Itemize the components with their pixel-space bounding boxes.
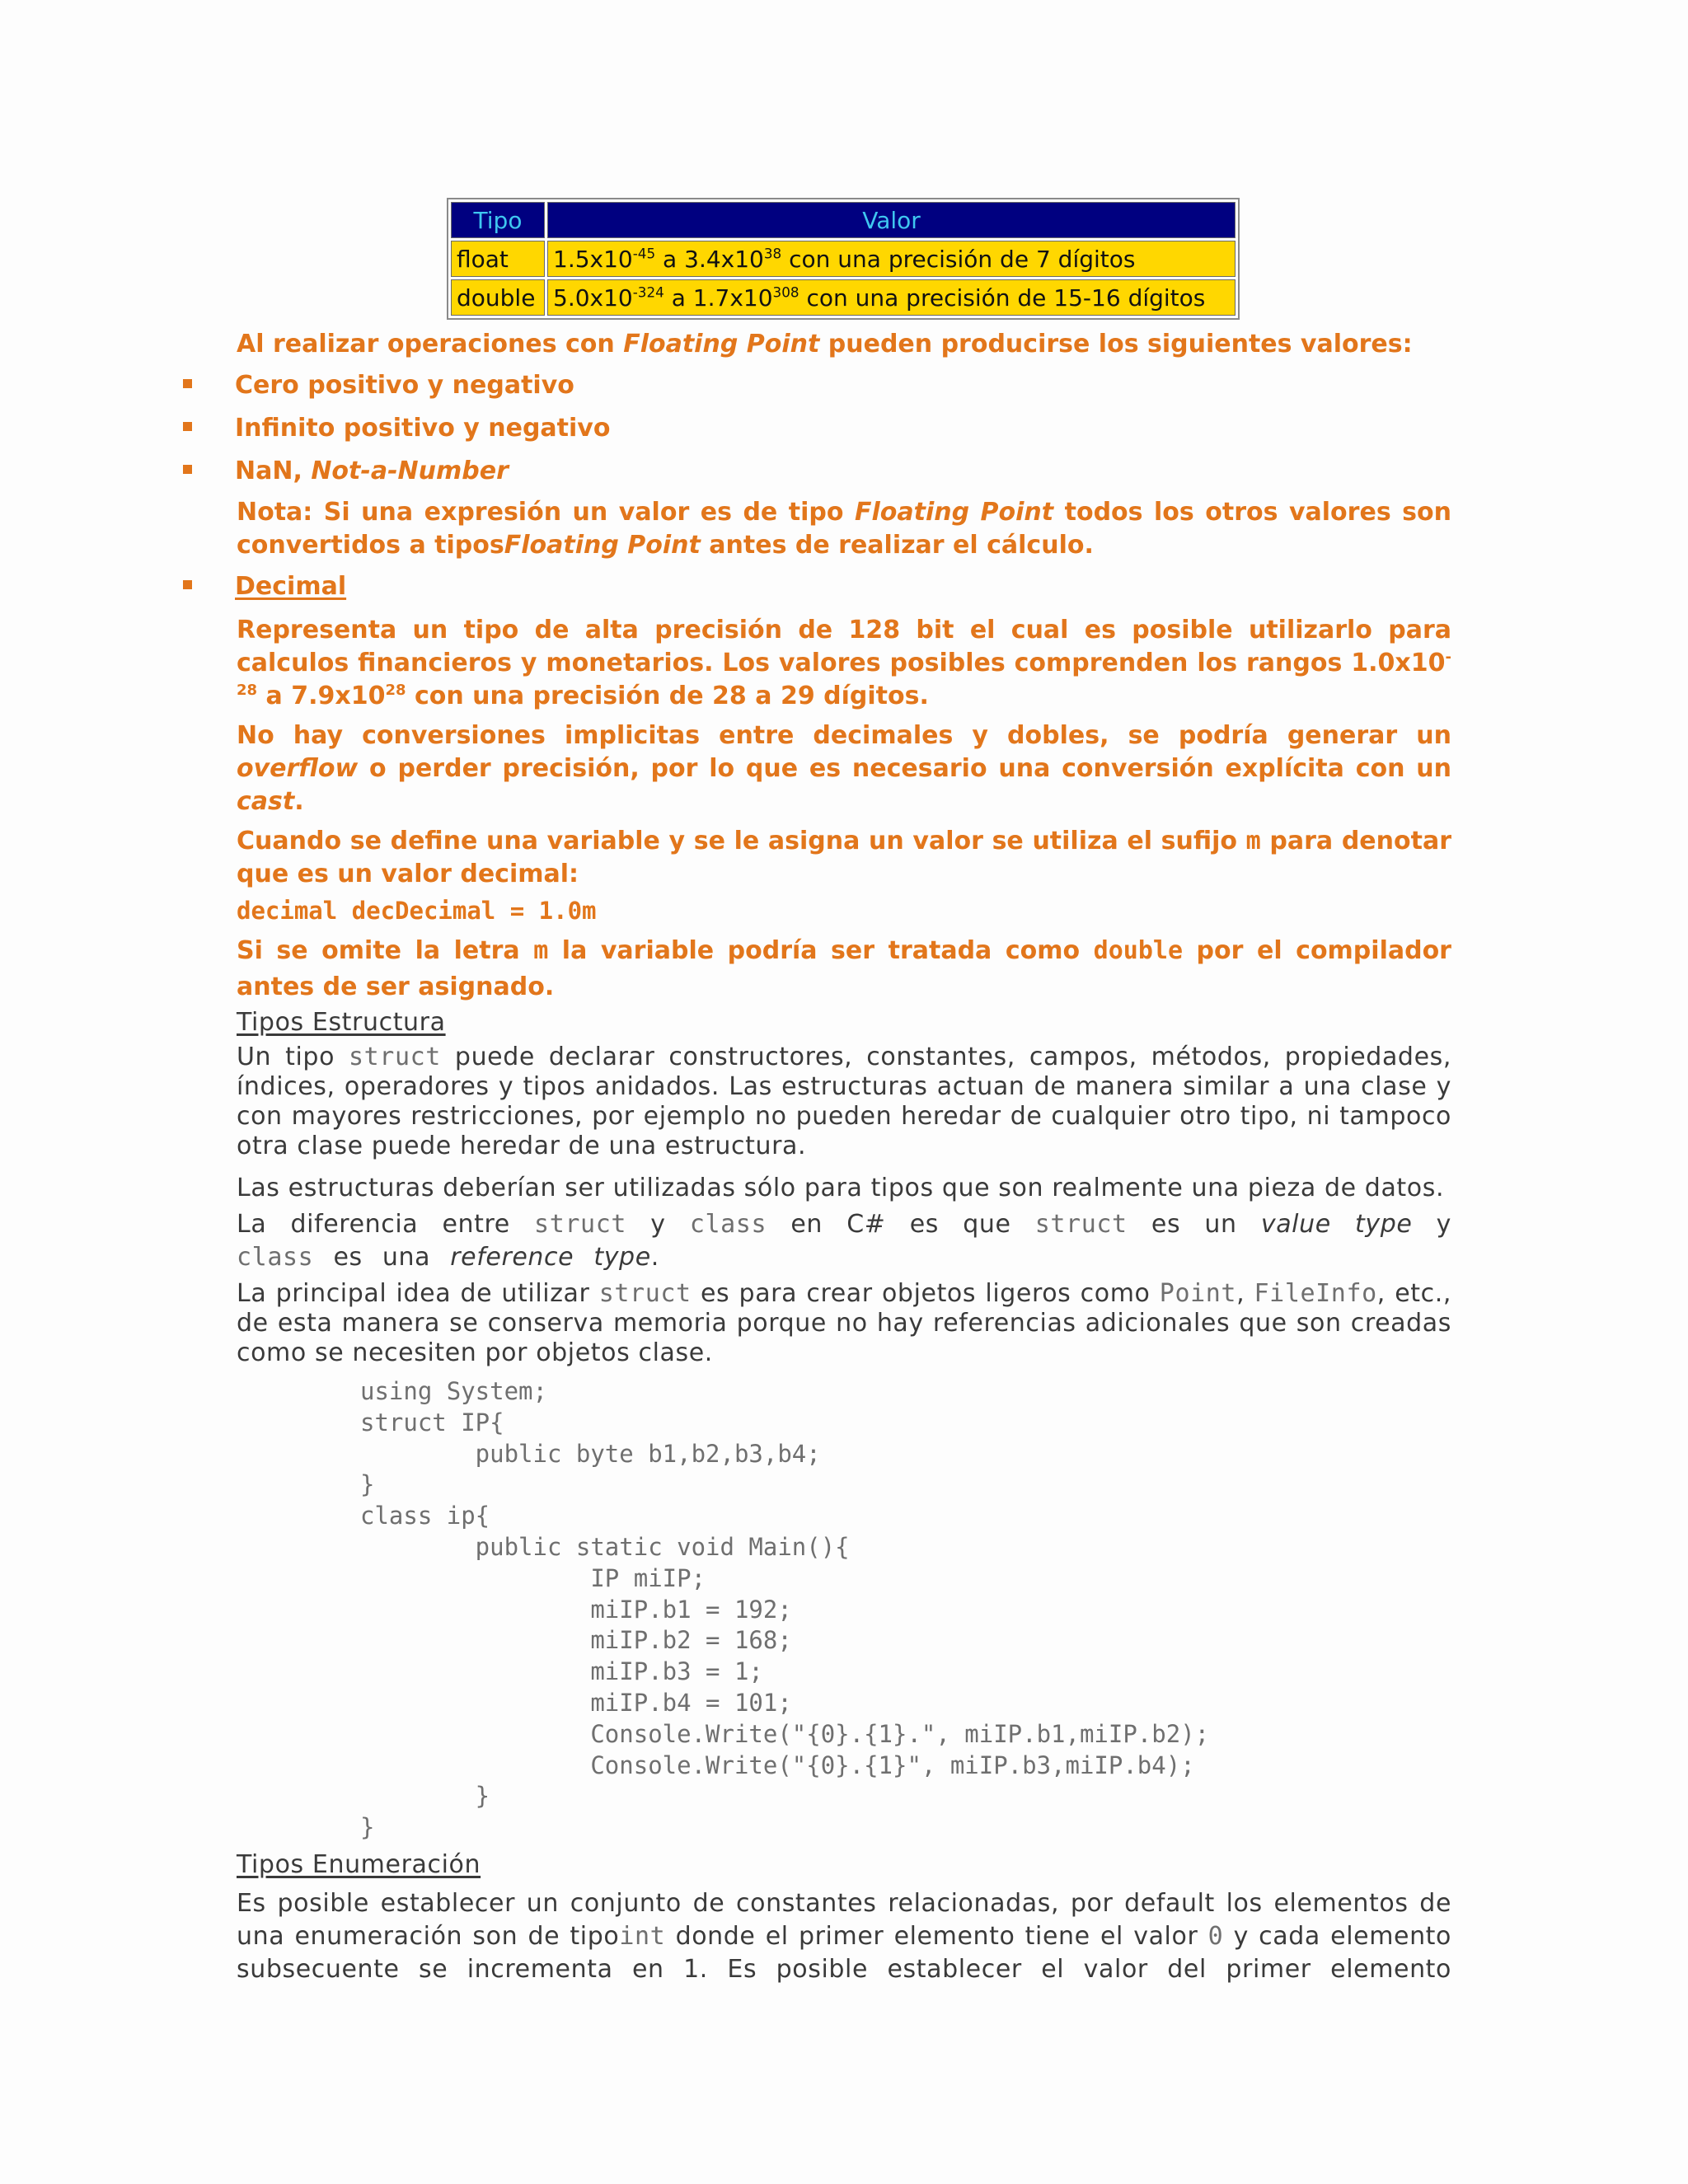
decimal-code: decimal decDecimal = 1.0m [237,897,597,925]
header-valor: Valor [547,202,1236,238]
table-row [451,279,1236,316]
types-table [447,198,1240,320]
header-tipo: Tipo [451,202,545,238]
decimal-p4: Si se omite la letra m la variable podría ser tratada como double por el compilador antes de ser asignado. [237,936,1451,1001]
bullet-square-icon [183,465,192,474]
cell-type: double [451,279,545,316]
bullet-square-icon [183,379,192,388]
decimal-heading: Decimal [235,572,347,601]
cell-type: float [451,241,545,277]
struct-p2: Las estructuras deberían ser utilizadas sólo para tipos que son realmente una pieza de datos. [237,1174,1445,1202]
table-row [451,241,1236,277]
struct-p1: Un tipo struct puede declarar constructores, constantes, campos, métodos, propiedades, índices, operadores y tipos anidados. Las estructuras actuan de manera similar a una clase y con mayores restricciones, por ejemplo no pueden heredar de cualquier otro tipo, ni tampoco otra clase puede heredar de una estructura. [237,1043,1451,1160]
cell-value: $1.5x10^{-45}$ a $3.4x10^{38}$ con una precisión de 7 dígitos [547,241,1236,277]
enum-heading: Tipos Enumeración [237,1850,481,1879]
decimal-p1: Representa un tipo de alta precisión de 128 bit el cual es posible utilizarlo para calculos financieros y monetarios. Los valores posibles comprenden los rangos $1.0x10^{-28}$ a $7.9x10^{28}$ con una precisión de 28 a 29 dígitos. [237,616,1451,710]
bullet-square-icon [183,422,192,431]
struct-p3: La diferencia entre struct y class en C# es que struct es un value type y class es una reference type. [237,1210,1451,1272]
decimal-p2: No hay conversiones implicitas entre decimales y dobles, se podría generar un overflow o perder precisión, por lo que es necesario una conversión explícita con un cast. [237,721,1451,816]
cell-value: $5.0x10^{-324}$ a $1.7x10^{308}$ con una precisión de 15-16 dígitos [547,279,1236,316]
bullet-square-icon [183,580,192,589]
table-header-row [451,202,1236,238]
struct-heading: Tipos Estructura [237,1008,446,1037]
decimal-p3: Cuando se define una variable y se le asigna un valor se utiliza el sufijo m para denotar que es un valor decimal: [237,827,1451,888]
enum-p1: Es posible establecer un conjunto de constantes relacionadas, por default los elementos de una enumeración son de tipoint donde el primer elemento tiene el valor 0 y cada elemento subsecuente se incrementa en 1. Es posible establecer el valor del primer elemento [237,1889,1451,1984]
struct-code-block: using System; struct IP{ public byte b1,b2,b3,b4; } class ip{ public static void Main(){ IP miIP; miIP.b1 = 192; miIP.b2 = 168; miIP.b3 = 1; miIP.b4 = 101; Console.Write("{0}.{1}.", miIP.b1,miIP.b2); Console.Write("{0}.{1}", miIP.b3,miIP.b4); } } [360,1377,1210,1842]
fp-intro: Al realizar operaciones con Floating Point pueden producirse los siguientes valores: [237,330,1413,359]
fp-note: Nota: Si una expresión un valor es de tipo Floating Point todos los otros valores son convertidos a tiposFloating Point antes de realizar el cálculo. [237,498,1451,560]
struct-p4: La principal idea de utilizar struct es para crear objetos ligeros como Point, FileInfo, etc., de esta manera se conserva memoria porque no hay referencias adicionales que son creadas como se necesiten por objetos clase. [237,1279,1451,1367]
